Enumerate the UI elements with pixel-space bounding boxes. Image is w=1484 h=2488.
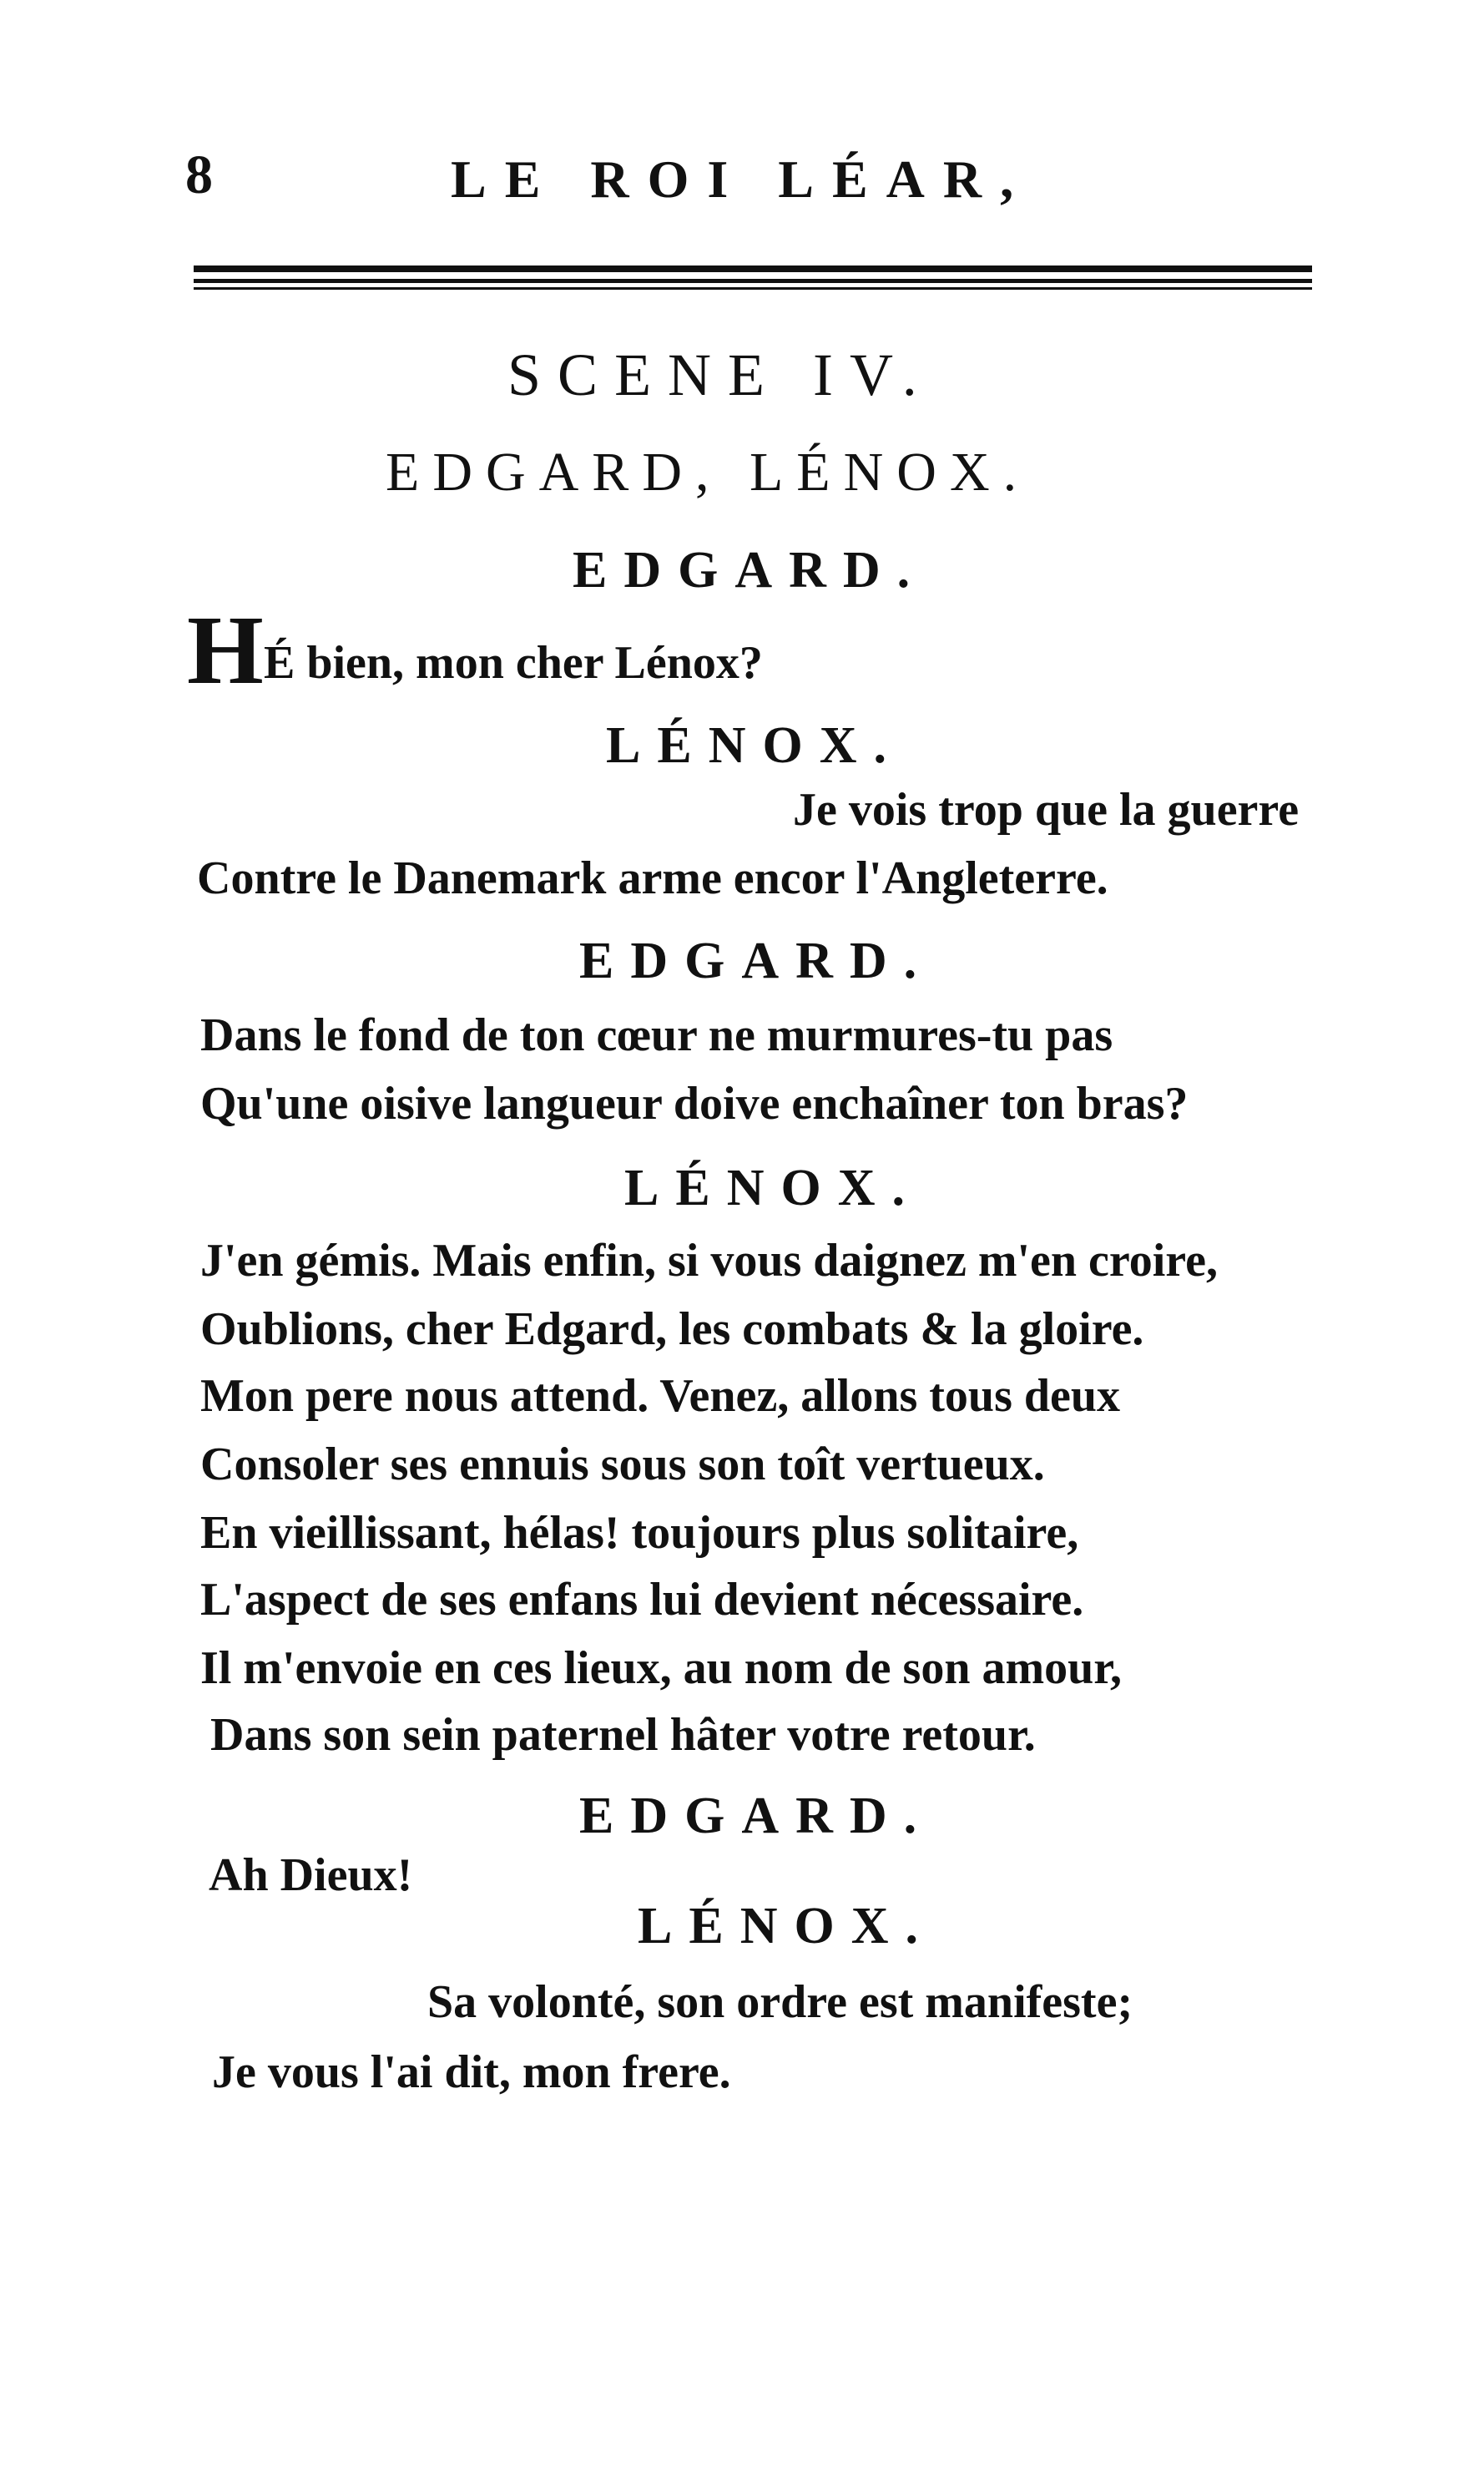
verse-line: Mon pere nous attend. Venez, allons tous deux [200, 1370, 1121, 1422]
verse-line: L'aspect de ses enfans lui devient nécessaire. [200, 1574, 1084, 1626]
verse-line: Dans son sein paternel hâter votre retour. [210, 1709, 1036, 1761]
header-rule-double [194, 279, 1312, 283]
verse-line: En vieillissant, hélas! toujours plus solitaire, [200, 1507, 1079, 1559]
verse-line: Il m'envoie en ces lieux, au nom de son amour, [200, 1642, 1122, 1694]
verse-line: Qu'une oisive langueur doive enchaîner ton bras? [200, 1078, 1189, 1130]
speaker-name: LÉNOX. [606, 717, 903, 774]
header-rule [194, 265, 1312, 272]
verse-line: Ah Dieux! [209, 1849, 413, 1901]
speaker-name: LÉNOX. [624, 1160, 921, 1216]
page-number: 8 [185, 144, 213, 205]
verse-line: É bien, mon cher Lénox? [264, 637, 763, 689]
verse-line: Sa volonté, son ordre est manifeste; [427, 1976, 1133, 2028]
drop-cap: H [187, 595, 264, 705]
verse-line: Dans le fond de ton cœur ne murmures-tu pas [200, 1009, 1113, 1061]
verse-line: Je vois trop que la guerre [793, 784, 1300, 836]
verse-line: Oublions, cher Edgard, les combats & la gloire. [200, 1303, 1144, 1355]
speaker-name: EDGARD. [579, 1788, 934, 1844]
scene-characters: EDGARD, LÉNOX. [386, 442, 1031, 503]
verse-line: J'en gémis. Mais enfin, si vous daignez m'en croire, [200, 1235, 1218, 1287]
speaker-name: EDGARD. [579, 933, 934, 989]
running-title: LE ROI LÉAR, [451, 149, 1032, 209]
header-rule-thin [194, 287, 1312, 290]
scene-title: SCENE IV. [507, 341, 934, 408]
verse-line: Contre le Danemark arme encor l'Angleterre. [197, 852, 1108, 904]
verse-line: Consoler ses ennuis sous son toît vertueux. [200, 1439, 1045, 1490]
speaker-name: LÉNOX. [638, 1898, 935, 1954]
speaker-name: EDGARD. [573, 542, 927, 599]
verse-line: Je vous l'ai dit, mon frere. [212, 2046, 731, 2098]
